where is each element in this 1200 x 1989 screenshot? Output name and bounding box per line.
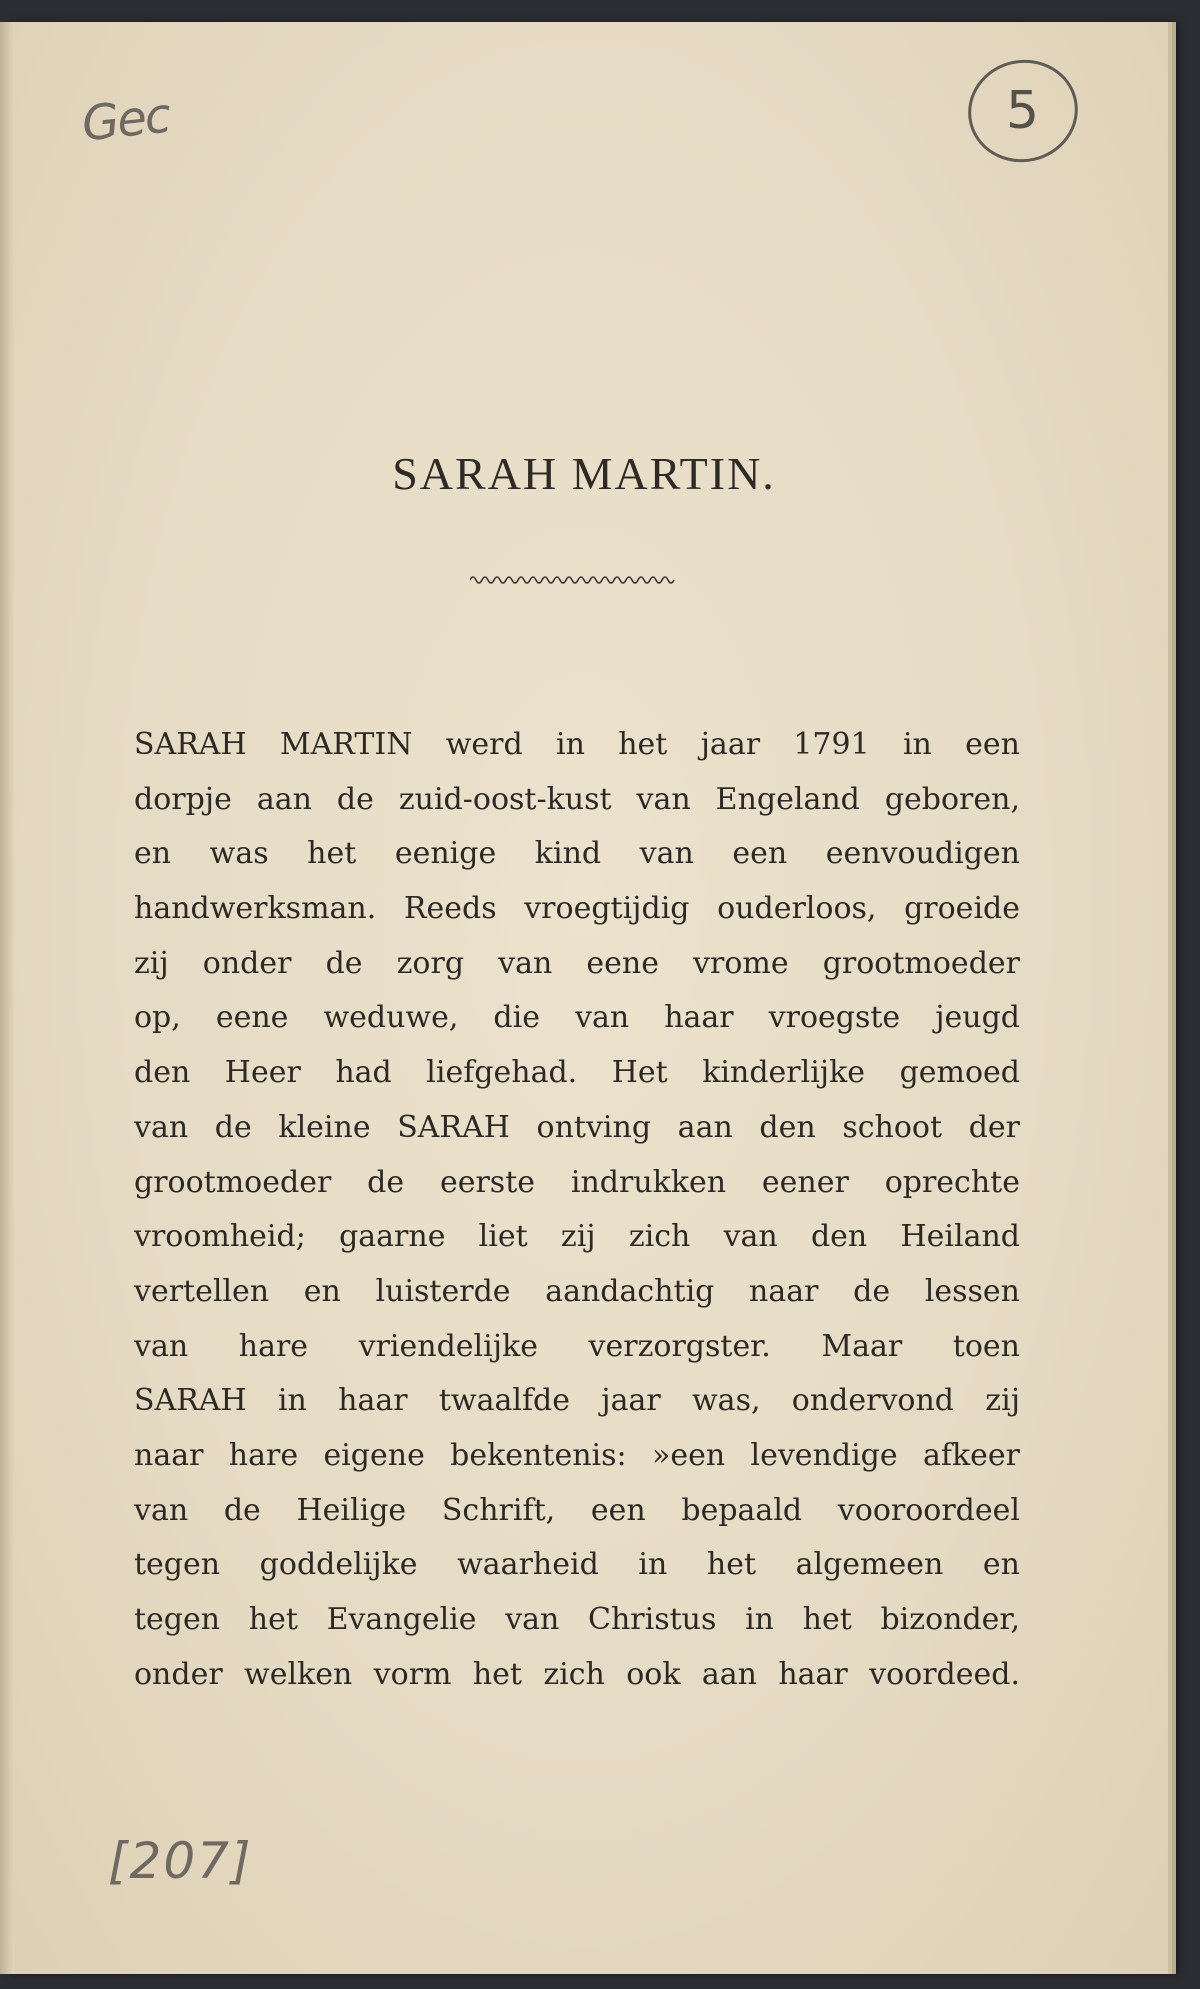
text-line: zij onder de zorg van eene vrome grootmoeder (134, 945, 1020, 981)
chapter-title: SARAH MARTIN. (392, 448, 776, 499)
text-line: op, eene weduwe, die van haar vroegste jeugd (134, 1000, 1020, 1036)
book-page (0, 22, 1168, 1974)
pencil-annotation-bottom: [207] (108, 1832, 253, 1890)
page-binding-edge (0, 22, 14, 1974)
page-number-circle (959, 50, 1088, 173)
text-line: vroomheid; gaarne liet zij zich van den Heiland (134, 1219, 1020, 1255)
page-number: 5 (1006, 81, 1040, 141)
text-line: onder welken vorm het zich ook aan haar voordeed. (134, 1656, 1020, 1692)
text-line: grootmoeder de eerste indrukken eener oprechte (134, 1164, 1020, 1200)
text-line: en was het eenige kind van een eenvoudigen (134, 836, 1020, 872)
body-paragraph (134, 718, 1020, 1702)
pencil-annotation-top: Gec (79, 87, 172, 153)
text-line: van de Heilige Schrift, een bepaald vooroordeel (134, 1492, 1020, 1528)
text-line: tegen goddelijke waarheid in het algemeen en (134, 1547, 1020, 1583)
text-line: tegen het Evangelie van Christus in het bizonder, (134, 1602, 1020, 1637)
text-line: naar hare eigene bekentenis: »een levendige afkeer (134, 1437, 1020, 1473)
text-line: den Heer had liefgehad. Het kinderlijke gemoed (134, 1055, 1020, 1091)
text-line: SARAH MARTIN werd in het jaar 1791 in een (134, 727, 1020, 762)
text-line: handwerksman. Reeds vroegtijdig ouderloos, groeide (134, 891, 1020, 927)
text-line: vertellen en luisterde aandachtig naar de lessen (134, 1273, 1020, 1309)
text-line: SARAH in haar twaalfde jaar was, ondervond zij (134, 1383, 1020, 1419)
text-line: dorpje aan de zuid-oost-kust van Engeland geboren, (134, 781, 1020, 817)
text-line: van de kleine SARAH ontving aan den schoot der (134, 1109, 1020, 1145)
wavy-ornament-icon (470, 570, 680, 590)
text-line: van hare vriendelijke verzorgster. Maar toen (134, 1328, 1020, 1364)
